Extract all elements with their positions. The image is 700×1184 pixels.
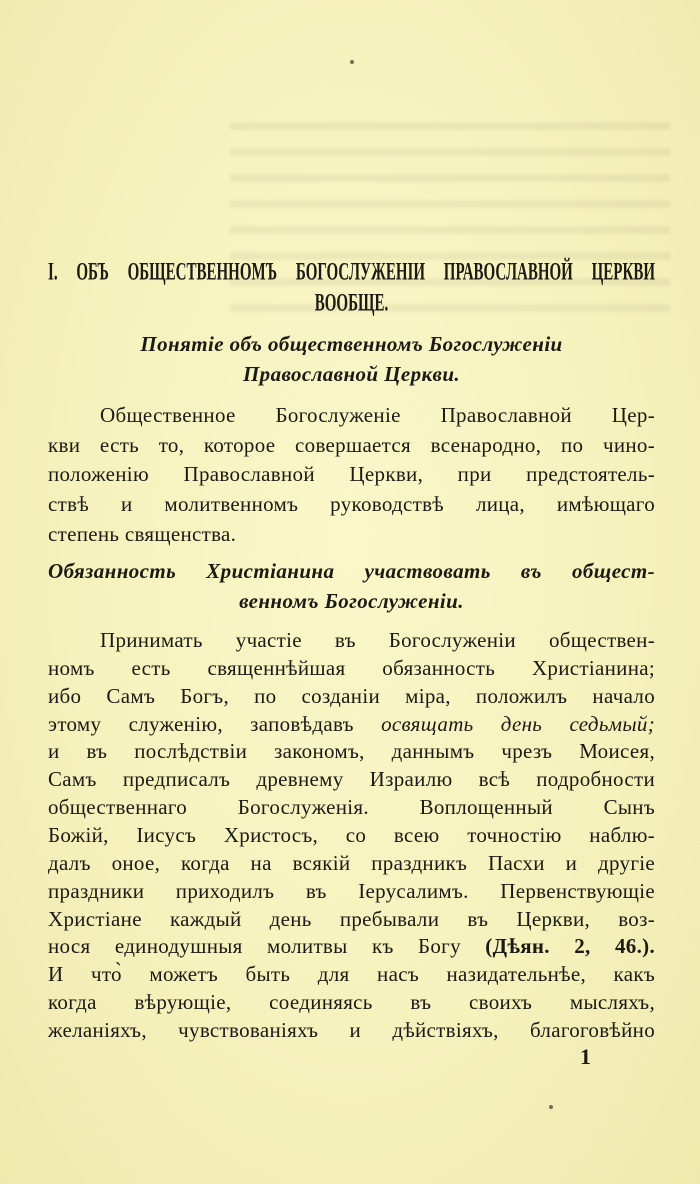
- scripture-reference: (Дѣян. 2, 46.).: [485, 934, 655, 959]
- text-line: и въ послѣдствіи закономъ, даннымъ чрезъ Моисея,: [48, 739, 655, 764]
- section-subheading: [48, 556, 655, 616]
- text-run: нося единодушныя молитвы къ Богу: [48, 934, 461, 959]
- text-line: номъ есть священнѣйшая обязанность Христіанина;: [48, 655, 655, 680]
- text-line: И что̀ можетъ быть для насъ назидательнѣе, какъ: [48, 962, 655, 987]
- text-line: когда вѣрующіе, соединяясь въ своихъ мысляхъ,: [48, 990, 655, 1015]
- text-line: Божій, Іисусъ Христосъ, со всею точностію наблю-: [48, 823, 655, 848]
- subheading-line: Обязанность Христіанина участвовать въ общест-: [48, 559, 655, 583]
- text-line: праздники приходилъ въ Іерусалимъ. Первенствующіе: [48, 878, 655, 903]
- subheading-line: Православной Церкви.: [242, 362, 461, 386]
- text-line: желаніяхъ, чувствованіяхъ и дѣйствіяхъ, благоговѣйно: [48, 1018, 655, 1043]
- text-line: положенію Православной Церкви, при предстоятель-: [48, 462, 655, 487]
- section-subheading: [48, 329, 655, 389]
- chapter-heading-line: I. ОБЪ ОБЩЕСТВЕННОМЪ БОГОСЛУЖЕНІИ ПРАВОСЛАВНОЙ ЦЕРКВИ: [48, 259, 655, 287]
- text-line: ибо Самъ Богъ, по созданіи міра, положилъ начало: [48, 683, 655, 708]
- text-line: степень священства.: [48, 521, 237, 546]
- paragraph: [48, 627, 655, 1045]
- text-line: Христіане каждый день пребывали въ Церкви, воз-: [48, 906, 655, 931]
- paper-speck: [350, 60, 354, 64]
- text-line: общественнаго Богослуженія. Воплощенный Сынъ: [48, 795, 655, 820]
- text-line: [48, 711, 655, 739]
- paragraph: [48, 401, 655, 549]
- chapter-heading: [48, 258, 655, 320]
- page-number: 1: [580, 1044, 591, 1069]
- text-line: кви есть то, которое совершается всенародно, по чино-: [48, 432, 655, 457]
- emphasis-run: освящать день седьмый;: [381, 711, 655, 736]
- subheading-line: Понятіе объ общественномъ Богослуженіи: [140, 332, 563, 356]
- text-line: Принимать участіе въ Богослуженіи обществен-: [100, 628, 655, 652]
- text-line: [48, 933, 655, 961]
- subheading-line: венномъ Богослуженіи.: [239, 589, 464, 613]
- text-line: Общественное Богослуженіе Православной Цер-: [100, 403, 655, 427]
- text-line: ствѣ и молитвенномъ руководствѣ лица, имѣющаго: [48, 492, 655, 517]
- chapter-heading-line: ВООБЩЕ.: [314, 290, 389, 318]
- text-line: Самъ предписалъ древнему Израилю всѣ подробности: [48, 767, 655, 792]
- paper-speck: [549, 1105, 553, 1109]
- text-line: далъ оное, когда на всякій праздникъ Пасхи и другіе: [48, 850, 655, 875]
- text-run: этому служенію, заповѣдавъ: [48, 711, 354, 736]
